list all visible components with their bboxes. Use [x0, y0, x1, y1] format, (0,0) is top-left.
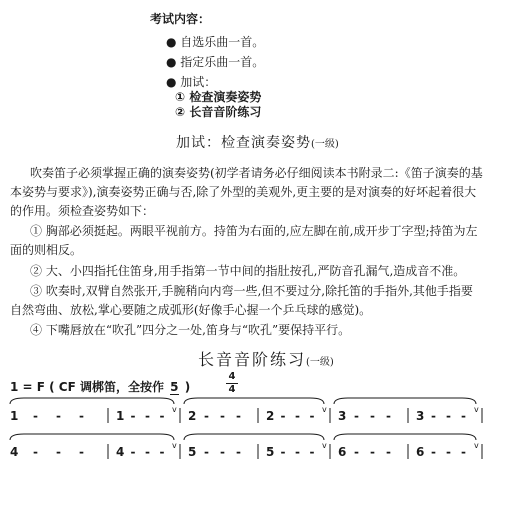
posture-line: 吹奏笛子必须掌握正确的演奏姿势(初学者请务必仔细阅读本书附录二:《笛子演奏的基	[30, 166, 483, 180]
posture-line: 的作用。须检查姿势如下：	[10, 204, 155, 218]
note-dash: -	[130, 409, 136, 423]
note-dash: -	[280, 445, 286, 459]
breath-mark: v	[172, 405, 177, 414]
note-dash: -	[386, 409, 391, 423]
note-number: 1	[10, 409, 19, 423]
note-dash: -	[220, 409, 225, 423]
slur-arc	[10, 434, 174, 440]
posture-line: ② 大、小四指托住笛身,用手指第一节中间的指肚按孔,严防音孔漏气,造成音不准。	[30, 264, 466, 278]
time-sig-bottom: 4	[228, 384, 236, 395]
note-dash: -	[295, 445, 300, 459]
exam-item-text: 自选乐曲一首。	[180, 35, 265, 49]
slur-arc	[334, 398, 476, 404]
note-dash: -	[309, 445, 315, 459]
scale-score	[0, 390, 520, 470]
note-dash: -	[370, 445, 375, 459]
note-dash: -	[431, 409, 436, 423]
key-prefix: 1 = F ( CF 调梆笛，全按作	[10, 380, 164, 394]
note-dash: -	[33, 409, 38, 423]
note-number: 3	[416, 409, 425, 423]
exam-list-item: ● 指定乐曲一首。	[166, 55, 265, 69]
note-dash: -	[204, 409, 209, 423]
note-dash: -	[79, 445, 84, 459]
note-dash: -	[446, 445, 451, 459]
note-dash: -	[354, 445, 359, 459]
note-dash: -	[56, 445, 61, 459]
key-suffix: )	[184, 380, 191, 394]
score-staff	[0, 390, 520, 470]
exam-heading: 考试内容：	[150, 12, 211, 26]
note-dash: -	[354, 409, 359, 423]
posture-line: 本姿势与要求》),演奏姿势正确与否,除了外型的美观外,更主要的是对演奏的好坏起着很大	[10, 185, 477, 199]
note-dash: -	[79, 409, 84, 423]
section-level: (一级)	[311, 139, 339, 150]
note-dash: -	[309, 409, 315, 423]
posture-line: ③ 吹奏时,双臂自然张开,手腕稍向内弯一些,但不要过分,除托笛的手指外,其他手指要	[30, 284, 473, 298]
note-dash: -	[33, 445, 38, 459]
note-dash: -	[461, 445, 466, 459]
slur-arc	[334, 434, 476, 440]
note-dash: -	[236, 409, 241, 423]
note-dash: -	[159, 445, 165, 459]
exam-list-item: ● 加试：	[166, 75, 217, 89]
note-dash: -	[370, 409, 375, 423]
note-number: 6	[338, 445, 347, 459]
breath-mark: v	[172, 441, 177, 450]
exam-item-text: 加试：	[180, 75, 217, 89]
slur-arc	[10, 398, 174, 404]
section-title-posture	[176, 132, 339, 152]
breath-mark: v	[474, 405, 479, 414]
key-note: 5	[170, 380, 179, 394]
section-title-text: 长音音阶练习	[198, 350, 307, 369]
note-number: 4	[10, 445, 19, 459]
note-dash: -	[431, 445, 436, 459]
breath-mark: v	[474, 441, 479, 450]
note-dash: -	[159, 409, 165, 423]
note-dash: -	[236, 445, 241, 459]
note-dash: -	[295, 409, 300, 423]
posture-line: ① 胸部必须挺起。两眼平视前方。持笛为右面的,应左脚在前,成开步丁字型;持笛为左	[30, 224, 478, 238]
section-level: (一级)	[306, 357, 334, 368]
exam-item-text: 指定乐曲一首。	[180, 55, 265, 69]
note-dash: -	[461, 409, 466, 423]
note-dash: -	[145, 409, 150, 423]
posture-line: ④ 下嘴唇放在“吹孔”四分之一处,笛身与“吹孔”要保持平行。	[30, 323, 351, 337]
note-dash: -	[145, 445, 150, 459]
extra-item-posture: ① 检查演奏姿势	[175, 90, 262, 104]
note-number: 4	[116, 445, 125, 459]
note-number: 2	[188, 409, 197, 423]
breath-mark: v	[322, 441, 327, 450]
posture-line: 自然弯曲、放松,掌心要随之成弧形(好像手心握一个乒乓球的感觉)。	[10, 303, 372, 317]
slur-arc	[184, 398, 324, 404]
time-sig-top: 4	[228, 371, 236, 382]
note-number: 2	[266, 409, 275, 423]
slur-arc	[184, 434, 324, 440]
note-dash: -	[204, 445, 209, 459]
note-number: 6	[416, 445, 425, 459]
note-dash: -	[280, 409, 286, 423]
note-number: 1	[116, 409, 125, 423]
section-title-text: 加试：检查演奏姿势	[176, 135, 311, 151]
breath-mark: v	[322, 405, 327, 414]
exam-list-item: ● 自选乐曲一首。	[166, 35, 265, 49]
note-number: 5	[188, 445, 197, 459]
extra-item-scales: ② 长音音阶练习	[175, 105, 262, 119]
note-dash: -	[446, 409, 451, 423]
note-dash: -	[220, 445, 225, 459]
section-title-scales	[198, 347, 334, 370]
posture-line: 面的则相反。	[10, 243, 83, 257]
note-dash: -	[56, 409, 61, 423]
note-dash: -	[130, 445, 136, 459]
note-dash: -	[386, 445, 391, 459]
note-number: 3	[338, 409, 347, 423]
note-number: 5	[266, 445, 275, 459]
